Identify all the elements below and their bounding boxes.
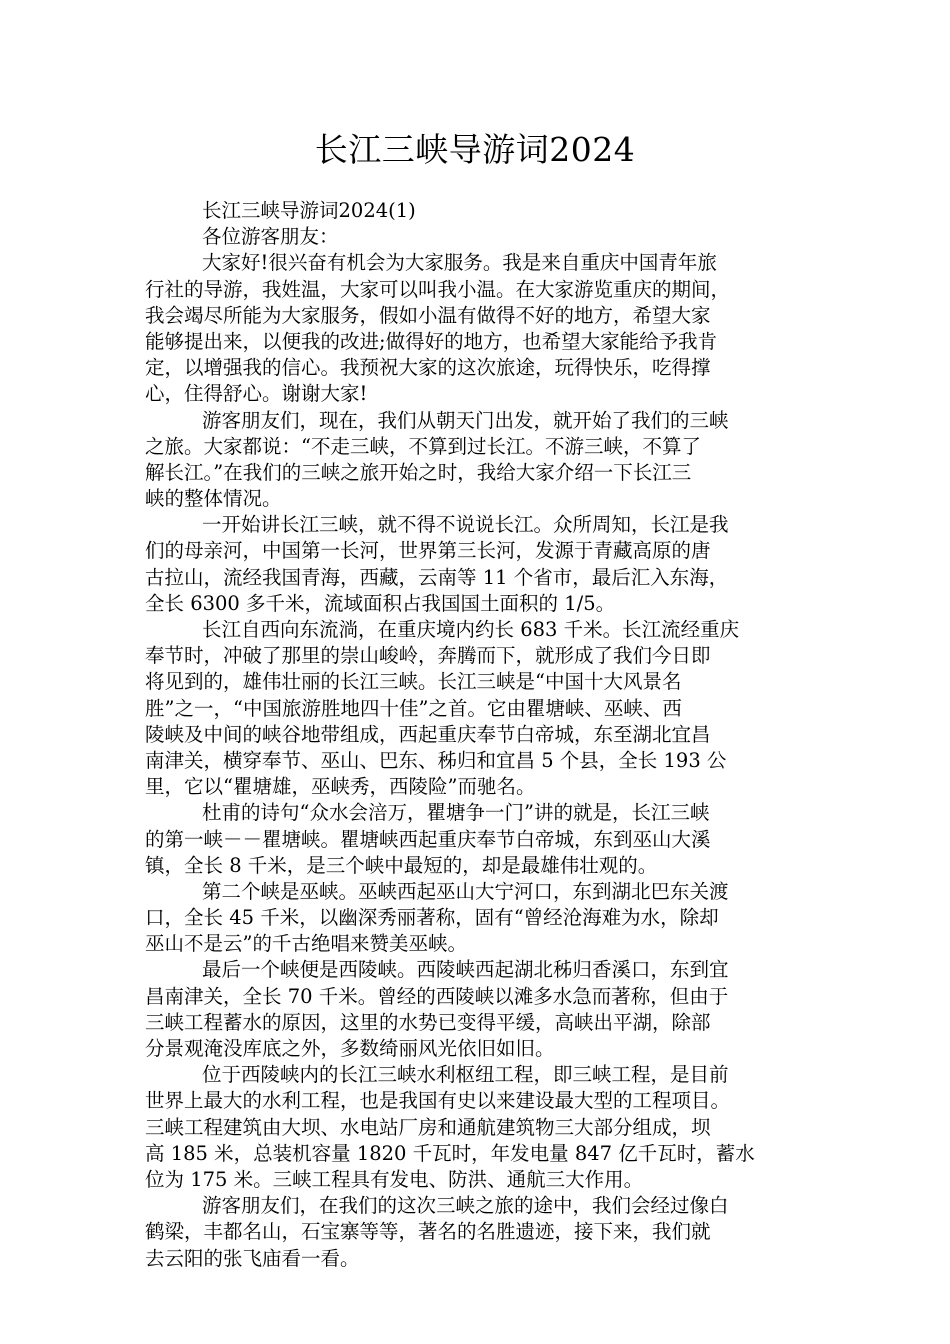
text-line: 奉节时，冲破了那里的崇山峻岭，奔腾而下，就形成了我们今日即 [145, 644, 711, 668]
text-line: 游客朋友们，在我们的这次三峡之旅的途中，我们会经过像白 [202, 1194, 729, 1218]
text-line: 们的母亲河，中国第一长河，世界第三长河，发源于青藏高原的唐 [145, 539, 711, 563]
text-line: 里，它以“瞿塘雄，巫峡秀，西陵险”而驰名。 [145, 775, 536, 799]
text-line: 三峡工程蓄水的原因，这里的水势已变得平缓，高峡出平湖，除部 [145, 1010, 711, 1034]
text-line: 世界上最大的水利工程，也是我国有史以来建设最大型的工程项目。 [145, 1089, 731, 1113]
text-line: 口，全长 45 千米，以幽深秀丽著称，固有“曾经沧海难为水，除却 [145, 906, 719, 930]
text-line: 高 185 米，总装机容量 1820 千瓦时，年发电量 847 亿千瓦时，蓄水 [145, 1141, 755, 1165]
text-line: 长江三峡导游词2024(1) [202, 199, 416, 222]
text-line: 心，住得舒心。谢谢大家! [145, 382, 368, 406]
text-line: 鹤梁，丰都名山，石宝寨等等，著名的名胜遗迹，接下来，我们就 [145, 1220, 711, 1244]
text-line: 大家好!很兴奋有机会为大家服务。我是来自重庆中国青年旅 [202, 251, 717, 275]
text-line: 各位游客朋友： [202, 225, 339, 249]
text-line: 我会竭尽所能为大家服务，假如小温有做得不好的地方，希望大家 [145, 303, 711, 327]
text-line: 位于西陵峡内的长江三峡水利枢纽工程，即三峡工程，是目前 [202, 1063, 729, 1087]
document-title: 长江三峡导游词2024 [314, 130, 636, 169]
text-line: 之旅。大家都说：“不走三峡，不算到过长江。不游三峡，不算了 [145, 434, 701, 458]
text-line: 能够提出来，以便我的改进;做得好的地方，也希望大家能给予我肯 [145, 329, 718, 353]
text-line: 长江自西向东流淌，在重庆境内约长 683 千米。长江流经重庆 [202, 618, 740, 641]
text-line: 胜”之一，“中国旅游胜地四十佳”之首。它由瞿塘峡、巫峡、西 [145, 696, 682, 720]
text-line: 杜甫的诗句“众水会涪万，瞿塘争一门”讲的就是，长江三峡 [202, 801, 710, 825]
text-line: 三峡工程建筑由大坝、水电站厂房和通航建筑物三大部分组成，坝 [145, 1115, 711, 1139]
text-line: 陵峡及中间的峡谷地带组成，西起重庆奉节白帝城，东至湖北宜昌 [145, 722, 711, 746]
text-line: 南津关，横穿奉节、巫山、巴东、秭归和宜昌 5 个县，全长 193 公 [145, 748, 727, 772]
text-line: 第二个峡是巫峡。巫峡西起巫山大宁河口，东到湖北巴东关渡 [202, 879, 729, 903]
text-line: 分景观淹没库底之外，多数绮丽风光依旧如旧。 [145, 1037, 555, 1060]
text-line: 去云阳的张飞庙看一看。 [145, 1246, 360, 1270]
text-line: 镇，全长 8 千米，是三个峡中最短的，却是最雄伟壮观的。 [145, 853, 658, 877]
text-line: 位为 175 米。三峡工程具有发电、防洪、通航三大作用。 [145, 1167, 644, 1191]
text-line: 巫山不是云”的千古绝唱来赞美巫峡。 [145, 932, 467, 956]
text-line: 全长 6300 多千米，流域面积占我国国土面积的 1/5。 [145, 591, 616, 615]
text-line: 行社的导游，我姓温，大家可以叫我小温。在大家游览重庆的期间， [145, 277, 731, 301]
text-line: 古拉山，流经我国青海，西藏，云南等 11 个省市，最后汇入东海， [145, 565, 729, 589]
text-line: 一开始讲长江三峡，就不得不说说长江。众所周知，长江是我 [202, 513, 729, 537]
text-line: 最后一个峡便是西陵峡。西陵峡西起湖北秭归香溪口，东到宜 [202, 958, 729, 982]
text-line: 游客朋友们，现在，我们从朝天门出发，就开始了我们的三峡 [202, 408, 729, 432]
text-line: 解长江。”在我们的三峡之旅开始之时，我给大家介绍一下长江三 [145, 460, 692, 484]
text-line: 定，以增强我的信心。我预祝大家的这次旅途，玩得快乐，吃得撑 [145, 356, 711, 380]
document-body [145, 198, 805, 1272]
text-line: 峡的整体情况。 [145, 487, 282, 511]
text-line: 将见到的，雄伟壮丽的长江三峡。长江三峡是“中国十大风景名 [145, 670, 682, 694]
text-line: 昌南津关，全长 70 千米。曾经的西陵峡以滩多水急而著称，但由于 [145, 984, 729, 1008]
text-line: 的第一峡－－瞿塘峡。瞿塘峡西起重庆奉节白帝城，东到巫山大溪 [145, 827, 711, 851]
